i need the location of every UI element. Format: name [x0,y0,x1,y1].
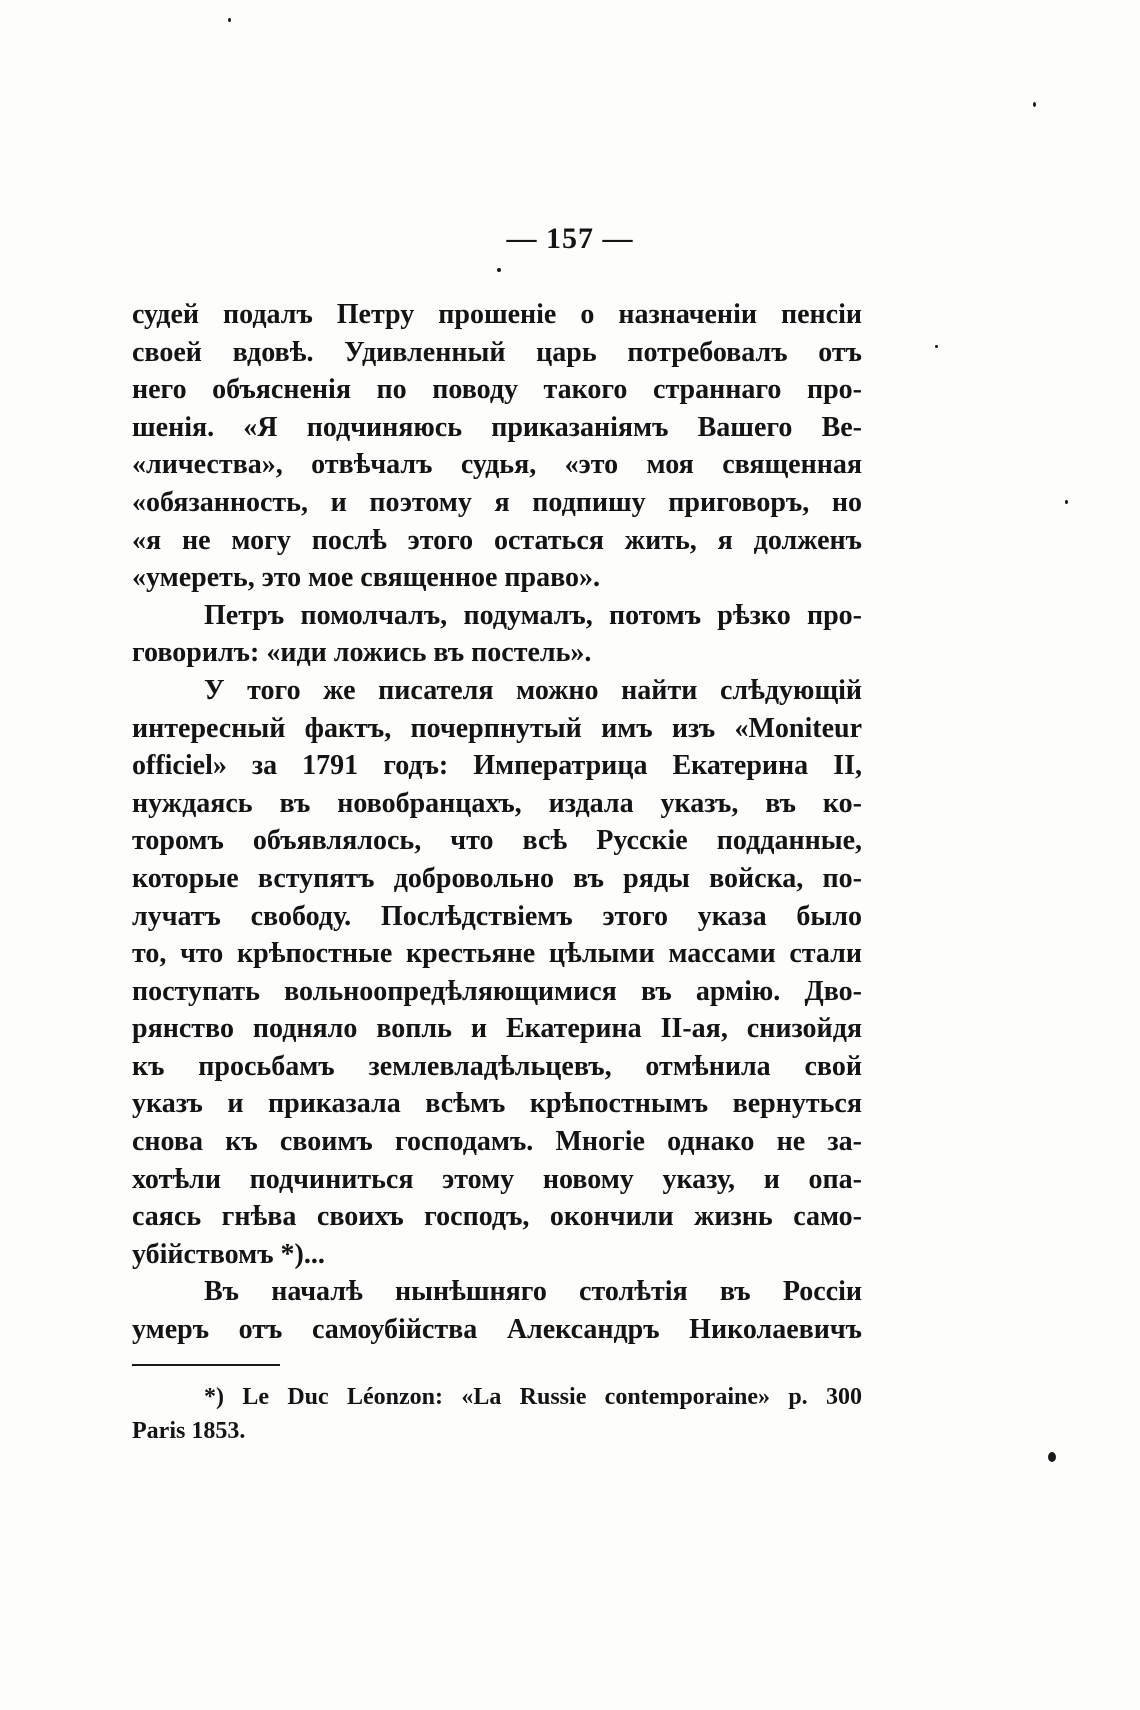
ink-speck [497,268,501,272]
text-line: «обязанность, и поэтому я подпишу приговоръ, но [132,486,862,518]
text-line: «умереть, это мое священное право». [132,562,601,594]
footnote-line: *) Le Duc Léonzon: «La Russie contemporaine» p. 300 [204,1384,862,1410]
page-number: — 157 — [506,222,634,255]
text-line: интересный фактъ, почерпнутый имъ изъ «Moniteur [132,712,862,744]
text-line: «личества», отвѣчалъ судья, «это моя священная [132,449,862,481]
text-line: лучатъ свободу. Послѣдствіемъ этого указа было [132,900,862,932]
text-line: хотѣли подчиниться этому новому указу, и опа- [132,1163,862,1195]
ink-speck [228,18,231,22]
text-line: поступать вольноопредѣляющимися въ армію. Дво- [132,975,862,1007]
text-line: указъ и приказала всѣмъ крѣпостнымъ вернуться [132,1088,862,1120]
text-line: говорилъ: «иди ложись въ постель». [132,637,592,669]
text-line: то, что крѣпостные крестьяне цѣлыми массами стали [132,938,862,970]
ink-speck [935,345,938,348]
text-line: нуждаясь въ новобранцахъ, издала указъ, въ ко- [132,787,862,819]
ink-speck [1065,500,1068,504]
text-line: него объясненія по поводу такого страннаго про- [132,374,862,406]
body-text [132,296,862,1349]
text-line: къ просьбамъ землевладѣльцевъ, отмѣнила свой [132,1050,862,1082]
text-line: снова къ своимъ господамъ. Многіе однако не за- [132,1126,862,1158]
footnote-divider [132,1364,280,1366]
text-line: своей вдовѣ. Удивленный царь потребовалъ отъ [132,336,862,368]
text-line: Петръ помолчалъ, подумалъ, потомъ рѣзко про- [204,599,862,631]
text-line: Въ началѣ нынѣшняго столѣтія въ Россіи [204,1276,862,1308]
text-line: шенія. «Я подчиняюсь приказаніямъ Вашего Ве- [132,411,862,443]
text-line: У того же писателя можно найти слѣдующій [204,674,862,706]
text-line: «я не могу послѣ этого остаться жить, я долженъ [132,524,862,556]
footnote [132,1380,862,1448]
text-line: торомъ объявлялось, что всѣ Русскіе подданные, [132,825,862,857]
text-line: убійствомъ *)... [132,1238,325,1270]
text-line: саясь гнѣва своихъ господъ, окончили жизнь само- [132,1201,862,1233]
text-line: рянство подняло вопль и Екатерина II-ая, снизойдя [132,1013,862,1045]
text-line: умеръ отъ самоубійства Александръ Николаевичъ [132,1314,862,1346]
ink-speck [1048,1452,1056,1462]
text-line: которые вступятъ добровольно въ ряды войска, по- [132,862,862,894]
text-line: officiel» за 1791 годъ: Императрица Екатерина II, [132,750,862,782]
text-line: судей подалъ Петру прошеніе о назначеніи пенсіи [132,299,862,330]
ink-speck [1033,102,1036,107]
footnote-line: Paris 1853. [132,1418,246,1444]
